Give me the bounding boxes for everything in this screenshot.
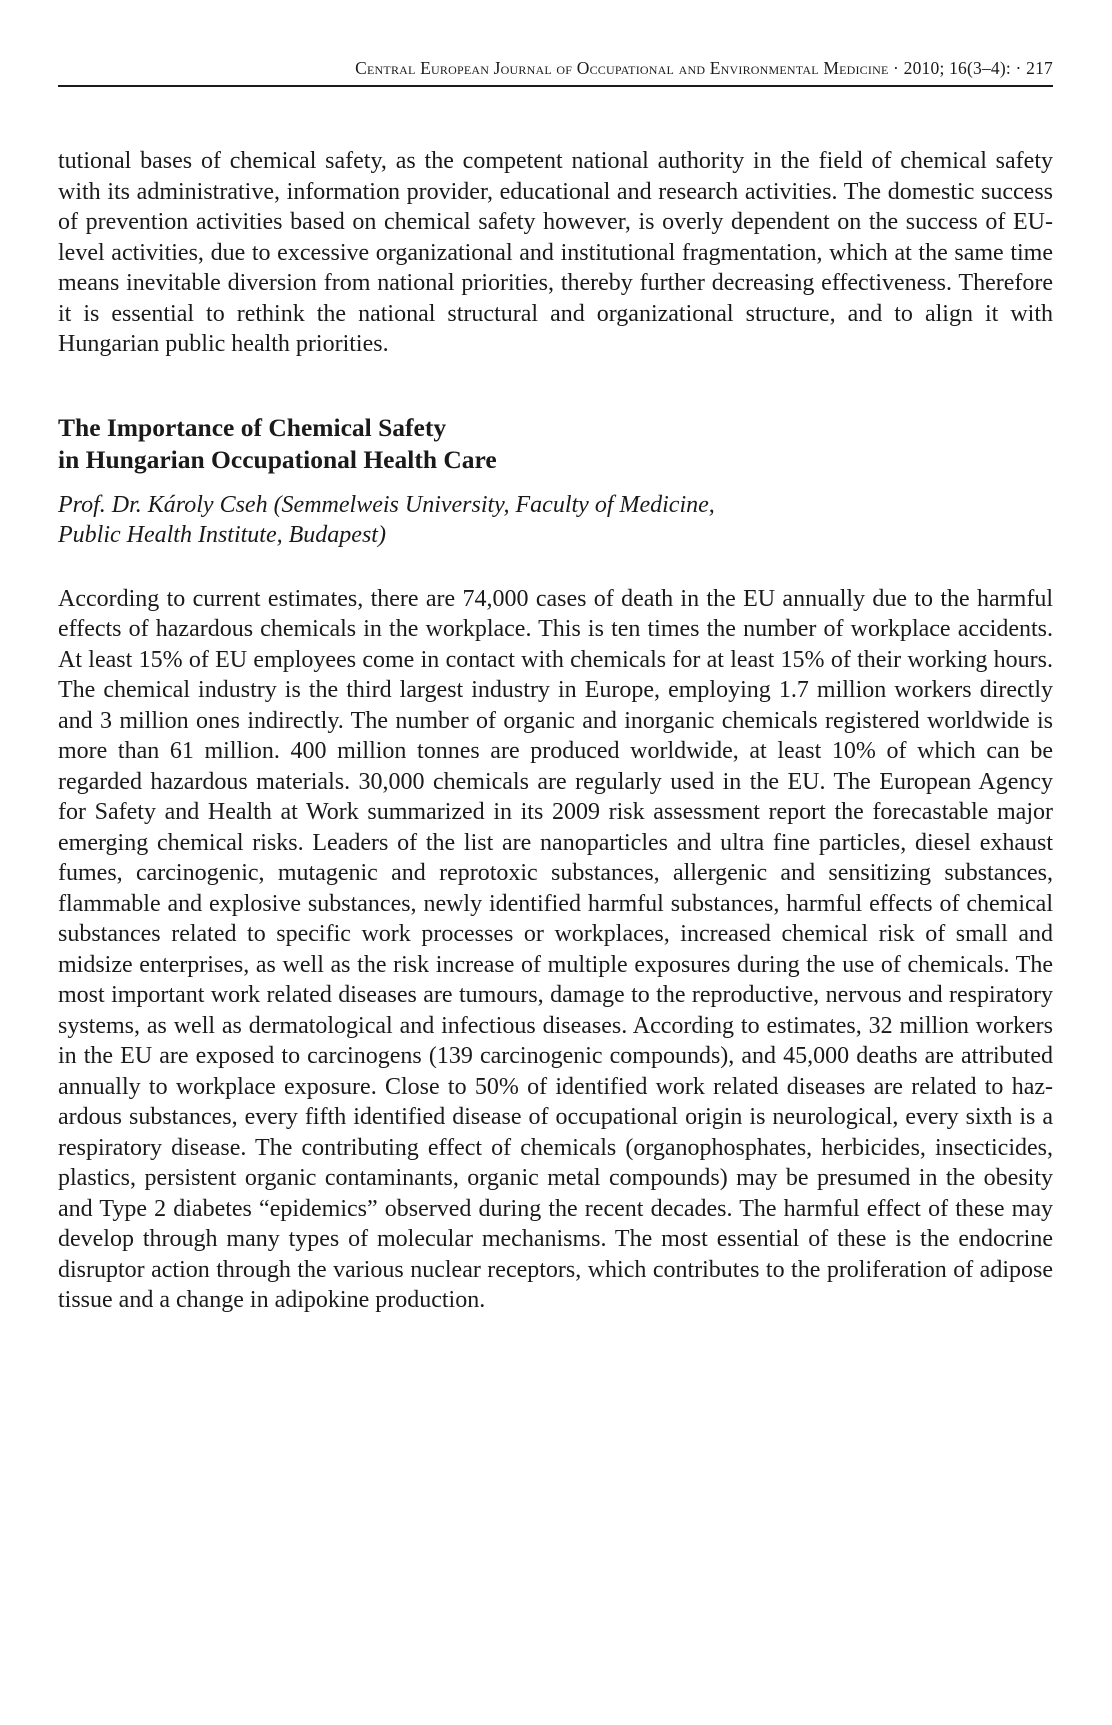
header-rule bbox=[58, 85, 1053, 87]
journal-page bbox=[58, 58, 1053, 1316]
section-body-paragraph: According to current estimates, there are 74,000 cases of death in the EU annually due to the harmful effects of hazardous chemicals in the workplace. This is ten times the number of workplace accidents. At least 15% of EU employees come in contact with chemicals for at least 15% of their working hours. The chemical industry is the third largest industry in Europe, employing 1.7 million workers directly and 3 million ones indirectly. The number of organic and inorganic chemicals registered worldwide is more than 61 million. 400 million tonnes are produced worldwide, at least 10% of which can be regarded hazardous materials. 30,000 chemicals are regularly used in the EU. The European Agency for Safety and Health at Work summarized in its 2009 risk assessment report the forecastable major emerging chemical risks. Leaders of the list are nanoparticles and ultra fine particles, diesel exhaust fumes, carcinogenic, mutagenic and reprotoxic substances, allergenic and sensitizing substances, flammable and explosive substances, newly identified harmful substances, harmful effects of chemical substances related to specific work processes or workplaces, increased chemical risk of small and midsize enterprises, as well as the risk increase of multiple exposures during the use of chemicals. The most important work related diseases are tumours, damage to the reproductive, nervous and respiratory systems, as well as dermatological and infectious diseases. According to estimates, 32 million workers in the EU are exposed to carcinogens (139 carcinogenic compounds), and 45,000 deaths are attributed annually to workplace exposure. Close to 50% of identified work related diseases are related to hazardous substances, every fifth identified disease of occupational origin is neurological, every sixth is a respiratory disease. The contributing effect of chemicals (organophosphates, herbicides, insecticides, plastics, persistent organic contaminants, organic metal compounds) may be presumed in the obesity and Type 2 diabetes “epidemics” observed during the recent decades. The harmful effect of these may develop through many types of molecular mechanisms. The most essential of these is the endocrine disruptor action through the various nuclear receptors, which contributes to the proliferation of adipose tissue and a change in adipokine production. bbox=[58, 585, 1053, 1313]
section-heading-line-1: The Importance of Chemical Safety bbox=[58, 412, 447, 442]
author-line-2: Public Health Institute, Budapest) bbox=[58, 522, 386, 548]
section-heading-line-2: in Hungarian Occupational Health Care bbox=[58, 444, 497, 474]
author-affiliation bbox=[58, 490, 1053, 551]
section-heading bbox=[58, 412, 1053, 476]
running-head: Central European Journal of Occupational and Environmental Medicine · 2010; 16(3–4): · 217 bbox=[355, 58, 1053, 78]
author-line-1: Prof. Dr. Károly Cseh (Semmelweis University, Faculty of Medicine, bbox=[58, 491, 715, 518]
intro-paragraph: tutional bases of chemical safety, as the competent national authority in the field of chemical safety with its administrative, information provider, educational and research activities. The domestic success of prevention activities based on chemical safety however, is overly dependent on the success of EU-level activities, due to excessive organizational and institutional fragmentation, which at the same time means inevitable diversion from national priorities, thereby further decreasing effectiveness. Therefore it is essential to rethink the national structural and organizational structure, and to align it with Hungarian public health priorities. bbox=[58, 148, 1053, 357]
